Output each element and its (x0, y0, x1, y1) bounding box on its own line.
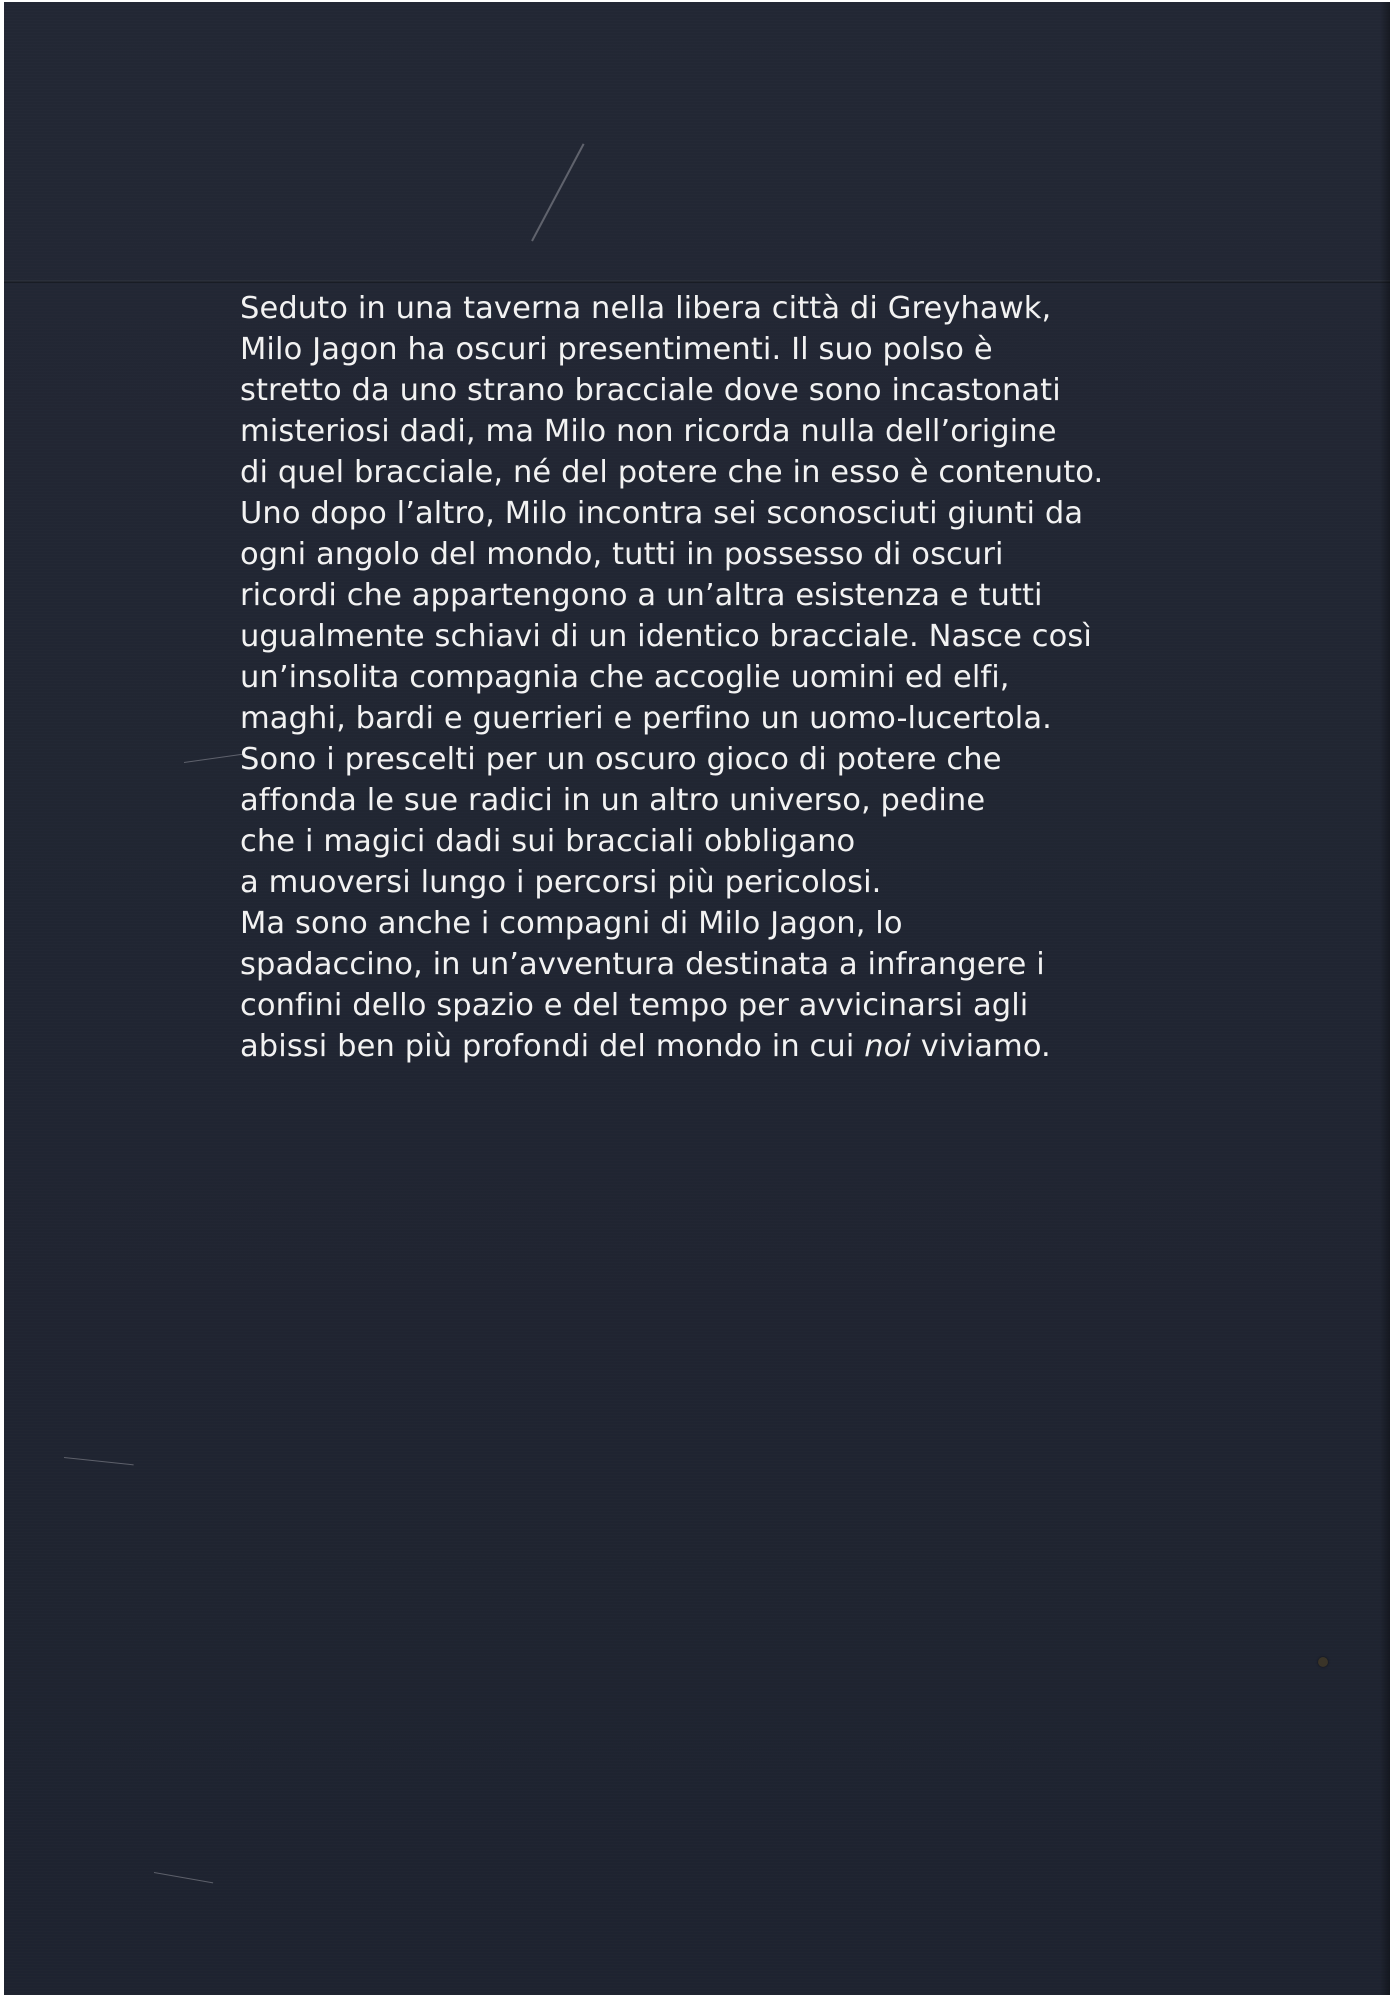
cover-scratch (531, 143, 584, 241)
blurb-line: Milo Jagon ha oscuri presentimenti. Il suo polso è (240, 332, 993, 367)
blurb-line: stretto da uno strano bracciale dove sono incastonati (240, 373, 1061, 408)
back-cover-blurb (240, 288, 1250, 1067)
blurb-line: affonda le sue radici in un altro universo, pedine (240, 783, 986, 818)
blurb-last-line-end: viviamo. (910, 1029, 1051, 1064)
blurb-line: Seduto in una taverna nella libera città di Greyhawk, (240, 291, 1052, 326)
blurb-italic-word: noi (864, 1029, 911, 1064)
blurb-line: maghi, bardi e guerrieri e perfino un uomo-lucertola. (240, 701, 1052, 736)
blurb-last-line (240, 1026, 1250, 1067)
blurb-line: Uno dopo l’altro, Milo incontra sei sconosciuti giunti da (240, 496, 1084, 531)
blurb-line: Ma sono anche i compagni di Milo Jagon, lo (240, 906, 903, 941)
blurb-last-line-start: abissi ben più profondi del mondo in cui (240, 1029, 865, 1064)
blurb-line: Sono i prescelti per un oscuro gioco di potere che (240, 742, 1002, 777)
blurb-line: di quel bracciale, né del potere che in esso è contenuto. (240, 455, 1104, 490)
cover-scratch (154, 1872, 213, 1883)
cover-scratch (64, 1457, 134, 1465)
blurb-line: un’insolita compagnia che accoglie uomini ed elfi, (240, 660, 1010, 695)
blurb-line: ogni angolo del mondo, tutti in possesso di oscuri (240, 537, 1004, 572)
cover-crease (4, 280, 1390, 283)
cover-edge-shadow (1380, 2, 1390, 1995)
cover-scratch (184, 754, 244, 763)
book-back-cover (4, 2, 1390, 1995)
blurb-line: misteriosi dadi, ma Milo non ricorda nulla dell’origine (240, 414, 1057, 449)
blurb-line: ugualmente schiavi di un identico bracciale. Nasce così (240, 619, 1092, 654)
blurb-line: che i magici dadi sui bracciali obbligano (240, 824, 856, 859)
blurb-line: a muoversi lungo i percorsi più pericolosi. (240, 865, 882, 900)
blurb-line: spadaccino, in un’avventura destinata a infrangere i (240, 947, 1045, 982)
blurb-line: confini dello spazio e del tempo per avvicinarsi agli (240, 988, 1029, 1023)
blurb-line: ricordi che appartengono a un’altra esistenza e tutti (240, 578, 1043, 613)
cover-speck (1318, 1657, 1328, 1667)
